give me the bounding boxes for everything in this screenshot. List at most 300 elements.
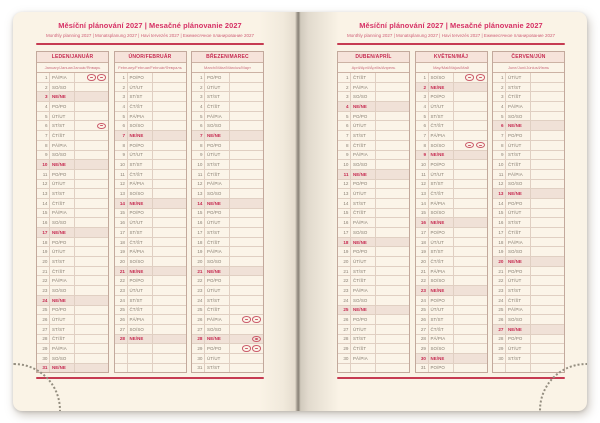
day-number: 24 [416,296,429,305]
weekday-label: ČT/ŠT [205,306,230,315]
weekday-label: PÁ/PIA [50,276,75,285]
notes-cell [531,170,564,179]
weekday-label: ST/ST [128,228,153,237]
weekday-label: NE/NE [351,306,376,315]
weekday-label: SO/SO [429,344,454,353]
day-row [416,160,487,170]
notes-cell [531,73,564,82]
notes-cell [153,170,186,179]
day-number: 9 [416,151,429,160]
weekday-label: PÁ/PIA [351,286,376,295]
day-row [115,180,186,190]
notes-cell [230,189,263,198]
weekday-label: SO/SO [205,257,230,266]
notes-cell [153,257,186,266]
day-row [37,354,108,364]
notes-cell [376,286,409,295]
day-row [493,325,564,335]
notes-cell [454,73,487,82]
notes-cell [376,247,409,256]
day-number: 25 [416,306,429,315]
notes-cell [75,102,108,111]
day-row [416,257,487,267]
weekday-label: ČT/ŠT [506,92,531,101]
day-row [115,267,186,277]
diary-book-spread [13,12,587,411]
notes-cell [454,160,487,169]
day-number: 28 [115,335,128,344]
day-number: 8 [493,141,506,150]
day-row [115,325,186,335]
weekday-label: ÚT/UT [128,286,153,295]
weekday-label: PO/PO [351,180,376,189]
day-row [115,170,186,180]
weekday-label: ST/ST [506,218,531,227]
month-subtitle: May/Mai/Május/Май [416,63,487,74]
day-row [493,218,564,228]
month-table-3 [191,51,264,374]
weekday-label: ÚT/UT [50,247,75,256]
weekday-label: PO/PO [205,209,230,218]
day-row [338,325,409,335]
day-number: 9 [192,151,205,160]
day-row [192,325,263,335]
holiday-marker-icon [252,336,261,342]
day-number: 12 [115,180,128,189]
notes-cell [153,189,186,198]
notes-cell [153,199,186,208]
month-table-1 [36,51,109,374]
weekday-label: SO/SO [50,218,75,227]
notes-cell [230,131,263,140]
day-number: 16 [338,218,351,227]
notes-cell [454,209,487,218]
day-row [37,276,108,286]
notes-cell [75,199,108,208]
blank-row [115,354,186,364]
day-number: 8 [416,141,429,150]
day-row [493,267,564,277]
notes-cell [454,267,487,276]
weekday-label: ČT/ŠT [50,267,75,276]
weekday-label: ÚT/UT [351,257,376,266]
holiday-marker-icon [242,345,251,351]
notes-cell [376,141,409,150]
notes-cell [75,189,108,198]
day-row [493,151,564,161]
notes-cell [376,112,409,121]
notes-cell [75,141,108,150]
day-row [192,364,263,373]
day-row [416,315,487,325]
notes-cell [376,218,409,227]
blank-row [115,364,186,373]
day-number: 17 [37,228,50,237]
weekday-label: NE/NE [205,335,230,344]
weekday-label: ST/ST [429,112,454,121]
day-row [37,218,108,228]
day-row [37,267,108,277]
month-name: ÚNOR/FEBRUÁR [115,52,186,63]
notes-cell [531,199,564,208]
notes-cell [153,344,186,353]
holiday-marker-icon [252,316,261,322]
day-number: 16 [416,218,429,227]
notes-cell [153,160,186,169]
day-row [416,344,487,354]
weekday-label: SO/SO [506,180,531,189]
day-row [493,83,564,93]
day-row [338,131,409,141]
day-number: 19 [192,247,205,256]
notes-cell [531,83,564,92]
weekday-label: ÚT/UT [50,180,75,189]
weekday-label [506,364,531,373]
day-row [115,286,186,296]
weekday-label: ČT/ŠT [351,344,376,353]
month-name: LEDEN/JANUÁR [37,52,108,63]
day-number: 1 [192,73,205,82]
weekday-label: ST/ST [205,92,230,101]
notes-cell [376,83,409,92]
weekday-label: ÚT/UT [128,83,153,92]
day-number: 10 [37,160,50,169]
notes-cell [153,218,186,227]
day-row [338,83,409,93]
day-number: 24 [115,296,128,305]
weekday-label: PÁ/PIA [128,180,153,189]
weekday-label: SO/SO [128,189,153,198]
weekday-label: NE/NE [429,218,454,227]
day-number: 11 [115,170,128,179]
weekday-label: SO/SO [429,209,454,218]
day-row [493,354,564,364]
notes-cell [153,180,186,189]
day-row [493,160,564,170]
weekday-label: SO/SO [351,296,376,305]
notes-cell [230,92,263,101]
day-number: 7 [338,131,351,140]
day-number: 25 [192,306,205,315]
day-number: 3 [416,92,429,101]
page-title: Měsíční plánování 2027 | Mesačné plánovanie 2027 [58,21,242,30]
day-number: 10 [192,160,205,169]
day-row [115,296,186,306]
notes-cell [153,286,186,295]
notes-cell [153,83,186,92]
day-row [493,112,564,122]
weekday-label: PÁ/PIA [506,306,531,315]
day-number: 15 [493,209,506,218]
notes-cell [454,344,487,353]
notes-cell [376,151,409,160]
notes-cell [230,325,263,334]
notes-cell [230,73,263,82]
weekday-label: NE/NE [429,354,454,363]
day-row [493,131,564,141]
day-number: 1 [416,73,429,82]
footer-rule [36,377,264,379]
weekday-label: PO/PO [506,267,531,276]
weekday-label: ST/ST [205,160,230,169]
weekday-label: ST/ST [205,228,230,237]
day-number: 16 [37,218,50,227]
weekday-label: NE/NE [506,325,531,334]
day-row [338,257,409,267]
day-number: 13 [115,189,128,198]
notes-cell [153,354,186,363]
weekday-label: ST/ST [429,247,454,256]
notes-cell [230,180,263,189]
day-number [338,364,351,373]
weekday-label: PO/PO [351,247,376,256]
weekday-label: PO/PO [205,141,230,150]
day-row [115,257,186,267]
day-number: 8 [37,141,50,150]
day-number: 8 [338,141,351,150]
day-number: 9 [338,151,351,160]
day-number: 19 [493,247,506,256]
notes-cell [531,92,564,101]
weekday-label: SO/SO [50,286,75,295]
weekday-label: ÚT/UT [205,151,230,160]
day-number: 22 [192,276,205,285]
notes-cell [454,121,487,130]
day-number: 7 [192,131,205,140]
day-row [416,141,487,151]
day-number: 23 [115,286,128,295]
day-row [115,160,186,170]
notes-cell [531,238,564,247]
notes-cell [531,276,564,285]
notes-cell [75,151,108,160]
weekday-label: ÚT/UT [429,102,454,111]
weekday-label: ST/ST [205,296,230,305]
day-row [192,335,263,345]
notes-cell [230,286,263,295]
day-number: 4 [416,102,429,111]
day-row [493,102,564,112]
day-row [493,228,564,238]
weekday-label: PÁ/PIA [506,102,531,111]
day-number: 11 [416,170,429,179]
notes-cell [376,267,409,276]
notes-cell [153,141,186,150]
weekday-label: ST/ST [205,364,230,373]
weekday-label: NE/NE [506,257,531,266]
day-number: 24 [338,296,351,305]
day-row [416,218,487,228]
notes-cell [454,257,487,266]
notes-cell [153,267,186,276]
day-number: 21 [192,267,205,276]
day-number: 26 [416,315,429,324]
day-number: 27 [338,325,351,334]
weekday-label: ST/ST [50,189,75,198]
day-row [115,151,186,161]
notes-cell [531,257,564,266]
day-row [192,344,263,354]
holiday-marker-icon [465,74,474,80]
day-row [493,92,564,102]
notes-cell [153,296,186,305]
notes-cell [376,238,409,247]
weekday-label: ÚT/UT [429,170,454,179]
day-number: 17 [416,228,429,237]
day-number: 3 [493,92,506,101]
weekday-label: ÚT/UT [506,141,531,150]
day-row [37,306,108,316]
weekday-label: NE/NE [506,121,531,130]
weekday-label: PÁ/PIA [50,141,75,150]
day-number: 8 [115,141,128,150]
notes-cell [531,189,564,198]
notes-cell [75,306,108,315]
weekday-label: PO/PO [50,238,75,247]
day-number: 23 [192,286,205,295]
day-number: 7 [37,131,50,140]
notes-cell [376,92,409,101]
notes-cell [230,112,263,121]
weekday-label: ÚT/UT [351,325,376,334]
notes-cell [75,354,108,363]
weekday-label: ST/ST [351,335,376,344]
weekday-label: PO/PO [429,364,454,373]
blank-row [338,364,409,373]
notes-cell [531,306,564,315]
notes-cell [376,121,409,130]
day-row [338,344,409,354]
weekday-label: PÁ/PIA [429,335,454,344]
day-number: 30 [37,354,50,363]
notes-cell [376,73,409,82]
day-row [338,92,409,102]
weekday-label: SO/SO [50,83,75,92]
day-number: 20 [416,257,429,266]
weekday-label: PÁ/PIA [205,112,230,121]
notes-cell [75,131,108,140]
weekday-label: ČT/ŠT [50,199,75,208]
notes-cell [531,354,564,363]
day-number: 24 [37,296,50,305]
day-row [493,296,564,306]
weekday-label: PÁ/PIA [205,315,230,324]
day-number: 27 [416,325,429,334]
day-row [37,257,108,267]
page-title: Měsíční plánování 2027 | Mesačné plánovanie 2027 [359,21,543,30]
weekday-label: SO/SO [128,257,153,266]
day-number: 10 [115,160,128,169]
day-number: 11 [37,170,50,179]
weekday-label: PÁ/PIA [128,315,153,324]
notes-cell [230,160,263,169]
notes-cell [454,151,487,160]
weekday-label: ST/ST [351,267,376,276]
weekday-label: PO/PO [506,335,531,344]
weekday-label: ÚT/UT [128,151,153,160]
notes-cell [230,121,263,130]
weekday-label: NE/NE [128,267,153,276]
weekday-label: PÁ/PIA [351,151,376,160]
day-row [37,199,108,209]
weekday-label: NE/NE [205,199,230,208]
notes-cell [376,189,409,198]
day-number [115,354,128,363]
weekday-label: PO/PO [128,209,153,218]
notes-cell [376,335,409,344]
day-row [37,364,108,373]
notes-cell [376,276,409,285]
weekday-label: NE/NE [50,228,75,237]
day-number: 9 [115,151,128,160]
day-number: 15 [37,209,50,218]
day-number: 27 [192,325,205,334]
day-row [115,141,186,151]
day-row [37,228,108,238]
notes-cell [531,315,564,324]
day-number: 18 [338,238,351,247]
day-row [493,238,564,248]
day-row [115,306,186,316]
weekday-label: PO/PO [128,276,153,285]
holiday-marker-icon [242,316,251,322]
day-number: 31 [37,364,50,373]
notes-cell [230,315,263,324]
notes-cell [230,364,263,373]
day-row [416,335,487,345]
month-table-4 [337,51,410,374]
weekday-label: NE/NE [50,296,75,305]
notes-cell [531,102,564,111]
notes-cell [153,151,186,160]
day-row [37,209,108,219]
day-row [416,151,487,161]
weekday-label: PO/PO [50,306,75,315]
notes-cell [153,238,186,247]
notes-cell [75,121,108,130]
notes-cell [153,325,186,334]
holiday-marker-icon [476,142,485,148]
notes-cell [75,267,108,276]
day-number: 3 [115,92,128,101]
notes-cell [153,306,186,315]
weekday-label: PO/PO [50,102,75,111]
day-number: 22 [416,276,429,285]
notes-cell [531,151,564,160]
day-number: 5 [37,112,50,121]
weekday-label: PÁ/PIA [50,73,75,82]
notes-cell [376,344,409,353]
day-number: 15 [192,209,205,218]
day-number: 10 [338,160,351,169]
day-row [338,189,409,199]
day-number: 1 [493,73,506,82]
day-row [192,170,263,180]
day-row [338,73,409,83]
weekday-label: ÚT/UT [50,112,75,121]
holiday-marker-icon [97,74,106,80]
day-row [416,209,487,219]
notes-cell [454,238,487,247]
notes-cell [454,247,487,256]
day-row [37,131,108,141]
day-row [338,354,409,364]
notes-cell [454,354,487,363]
day-number: 28 [338,335,351,344]
notes-cell [531,267,564,276]
weekday-label: SO/SO [429,73,454,82]
weekday-label: NE/NE [205,131,230,140]
